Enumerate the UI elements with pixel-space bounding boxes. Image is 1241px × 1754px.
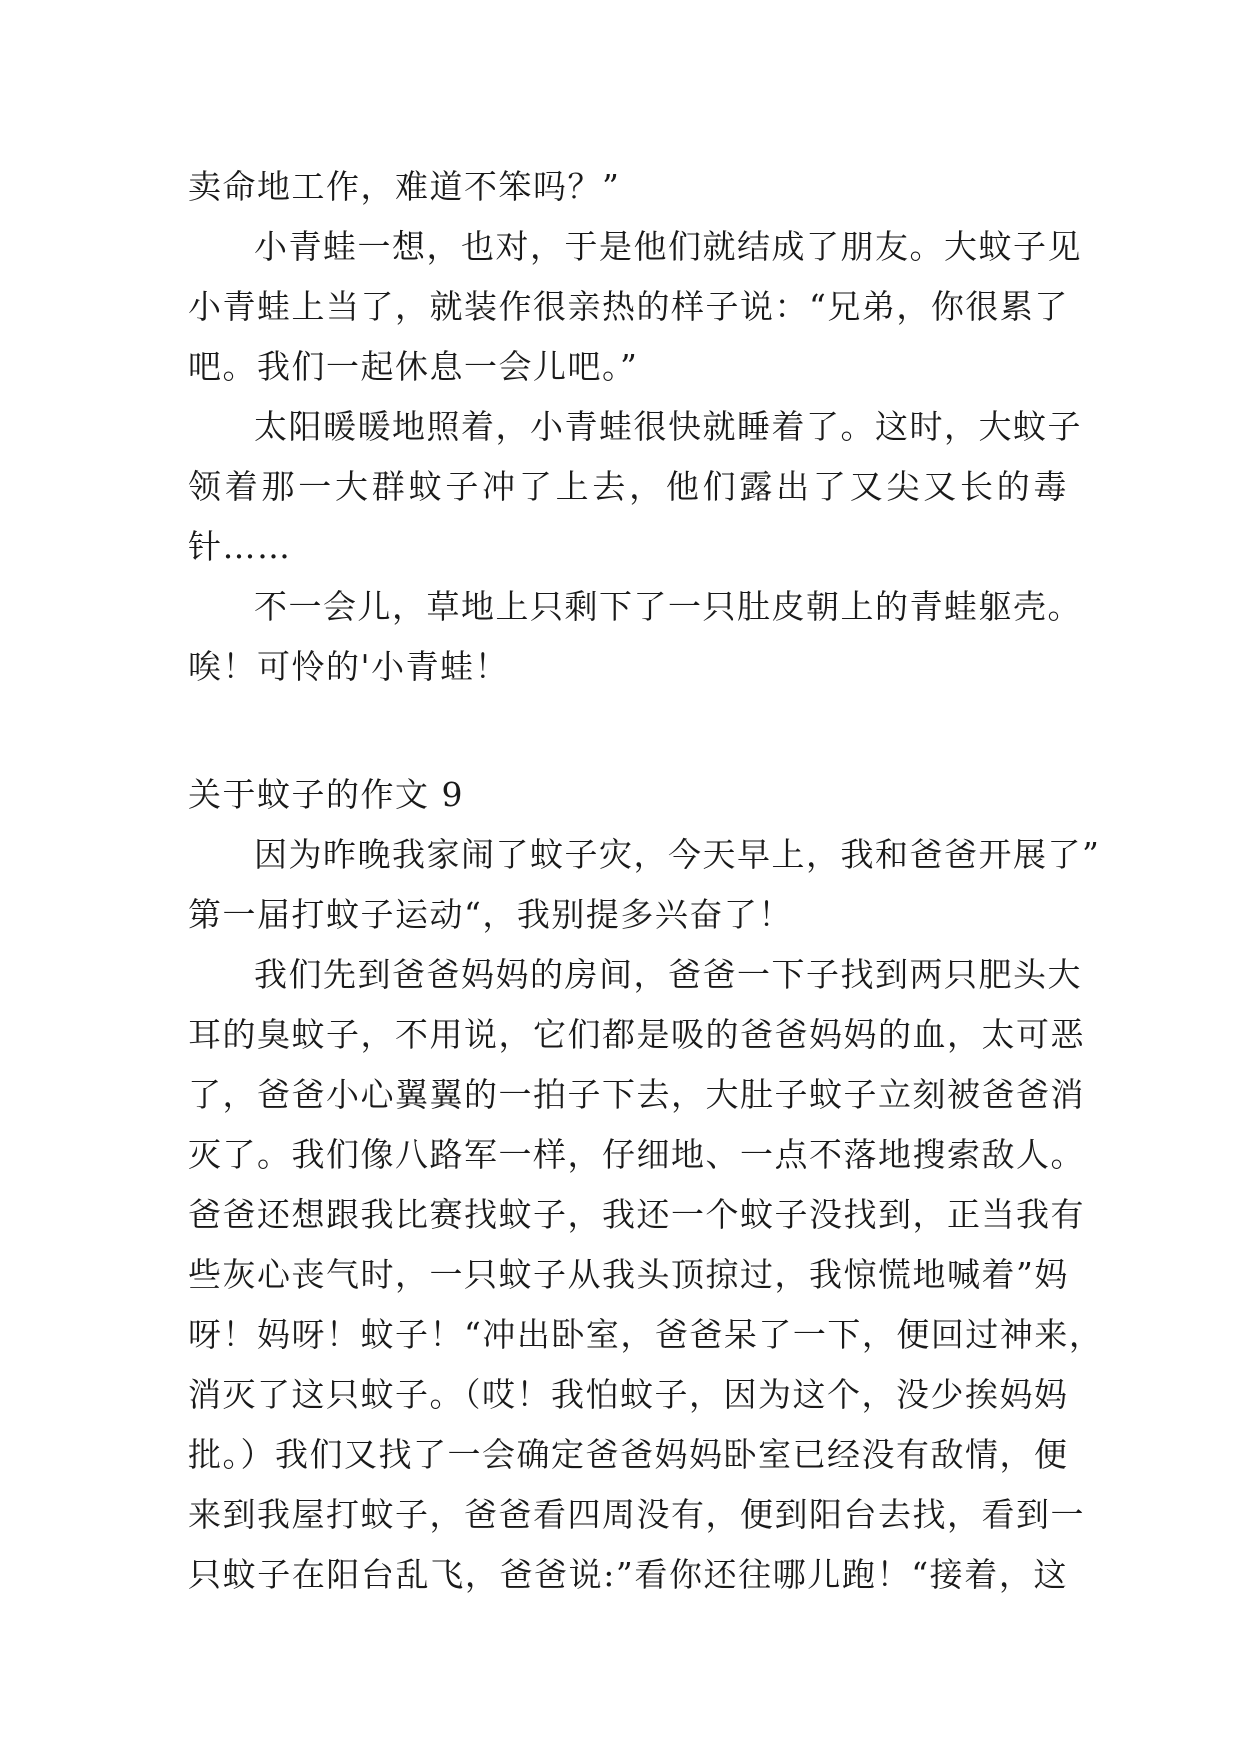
text-line: 太阳暖暖地照着，小青蛙很快就睡着了。这时，大蚊子 [254,407,1082,446]
text-line: 只蚊子在阳台乱飞，爸爸说:”看你还往哪儿跑！“接着，这 [188,1555,1068,1594]
text-line: 针…… [188,527,292,566]
text-line: 唉！可怜的'小青蛙！ [188,647,510,686]
text-line: 小青蛙上当了，就装作很亲热的样子说：“兄弟，你很累了 [188,287,1069,326]
text-line: 批。）我们又找了一会确定爸爸妈妈卧室已经没有敌情，便 [188,1435,1069,1474]
text-line: 爸爸还想跟我比赛找蚊子，我还一个蚊子没找到，正当我有 [188,1195,1085,1234]
text-line: 呀！妈呀！蚊子！“冲出卧室，爸爸呆了一下，便回过神来， [188,1315,1104,1354]
text-line: 消灭了这只蚊子。（哎！我怕蚊子，因为这个，没少挨妈妈 [188,1375,1069,1414]
text-line: 来到我屋打蚊子，爸爸看四周没有，便到阳台去找，看到一 [188,1495,1085,1534]
article-body [188,157,1104,1605]
text-line: 我们先到爸爸妈妈的房间，爸爸一下子找到两只肥头大 [254,955,1082,994]
text-line: 卖命地工作，难道不笨吗？” [188,167,621,206]
section-title: 关于蚊子的作文 9 [188,775,464,814]
text-line: 第一届打蚊子运动“，我别提多兴奋了！ [188,895,793,934]
text-line: 灭了。我们像八路军一样，仔细地、一点不落地搜索敌人。 [188,1135,1085,1174]
text-line: 因为昨晚我家闹了蚊子灾，今天早上，我和爸爸开展了” [254,835,1101,874]
text-line: 领着那一大群蚊子冲了上去，他们露出了又尖又长的毒 [188,467,1068,506]
text-line: 小青蛙一想，也对，于是他们就结成了朋友。大蚊子见 [254,227,1082,266]
text-line: 不一会儿，草地上只剩下了一只肚皮朝上的青蛙躯壳。 [254,587,1082,626]
section-gap [188,697,1068,765]
text-line: 了，爸爸小心翼翼的一拍子下去，大肚子蚊子立刻被爸爸消 [188,1075,1085,1114]
text-line: 耳的臭蚊子，不用说，它们都是吸的爸爸妈妈的血，太可恶 [188,1015,1085,1054]
text-line: 些灰心丧气时，一只蚊子从我头顶掠过，我惊慌地喊着”妈 [188,1255,1069,1294]
text-line: 吧。我们一起休息一会儿吧。” [188,347,639,386]
